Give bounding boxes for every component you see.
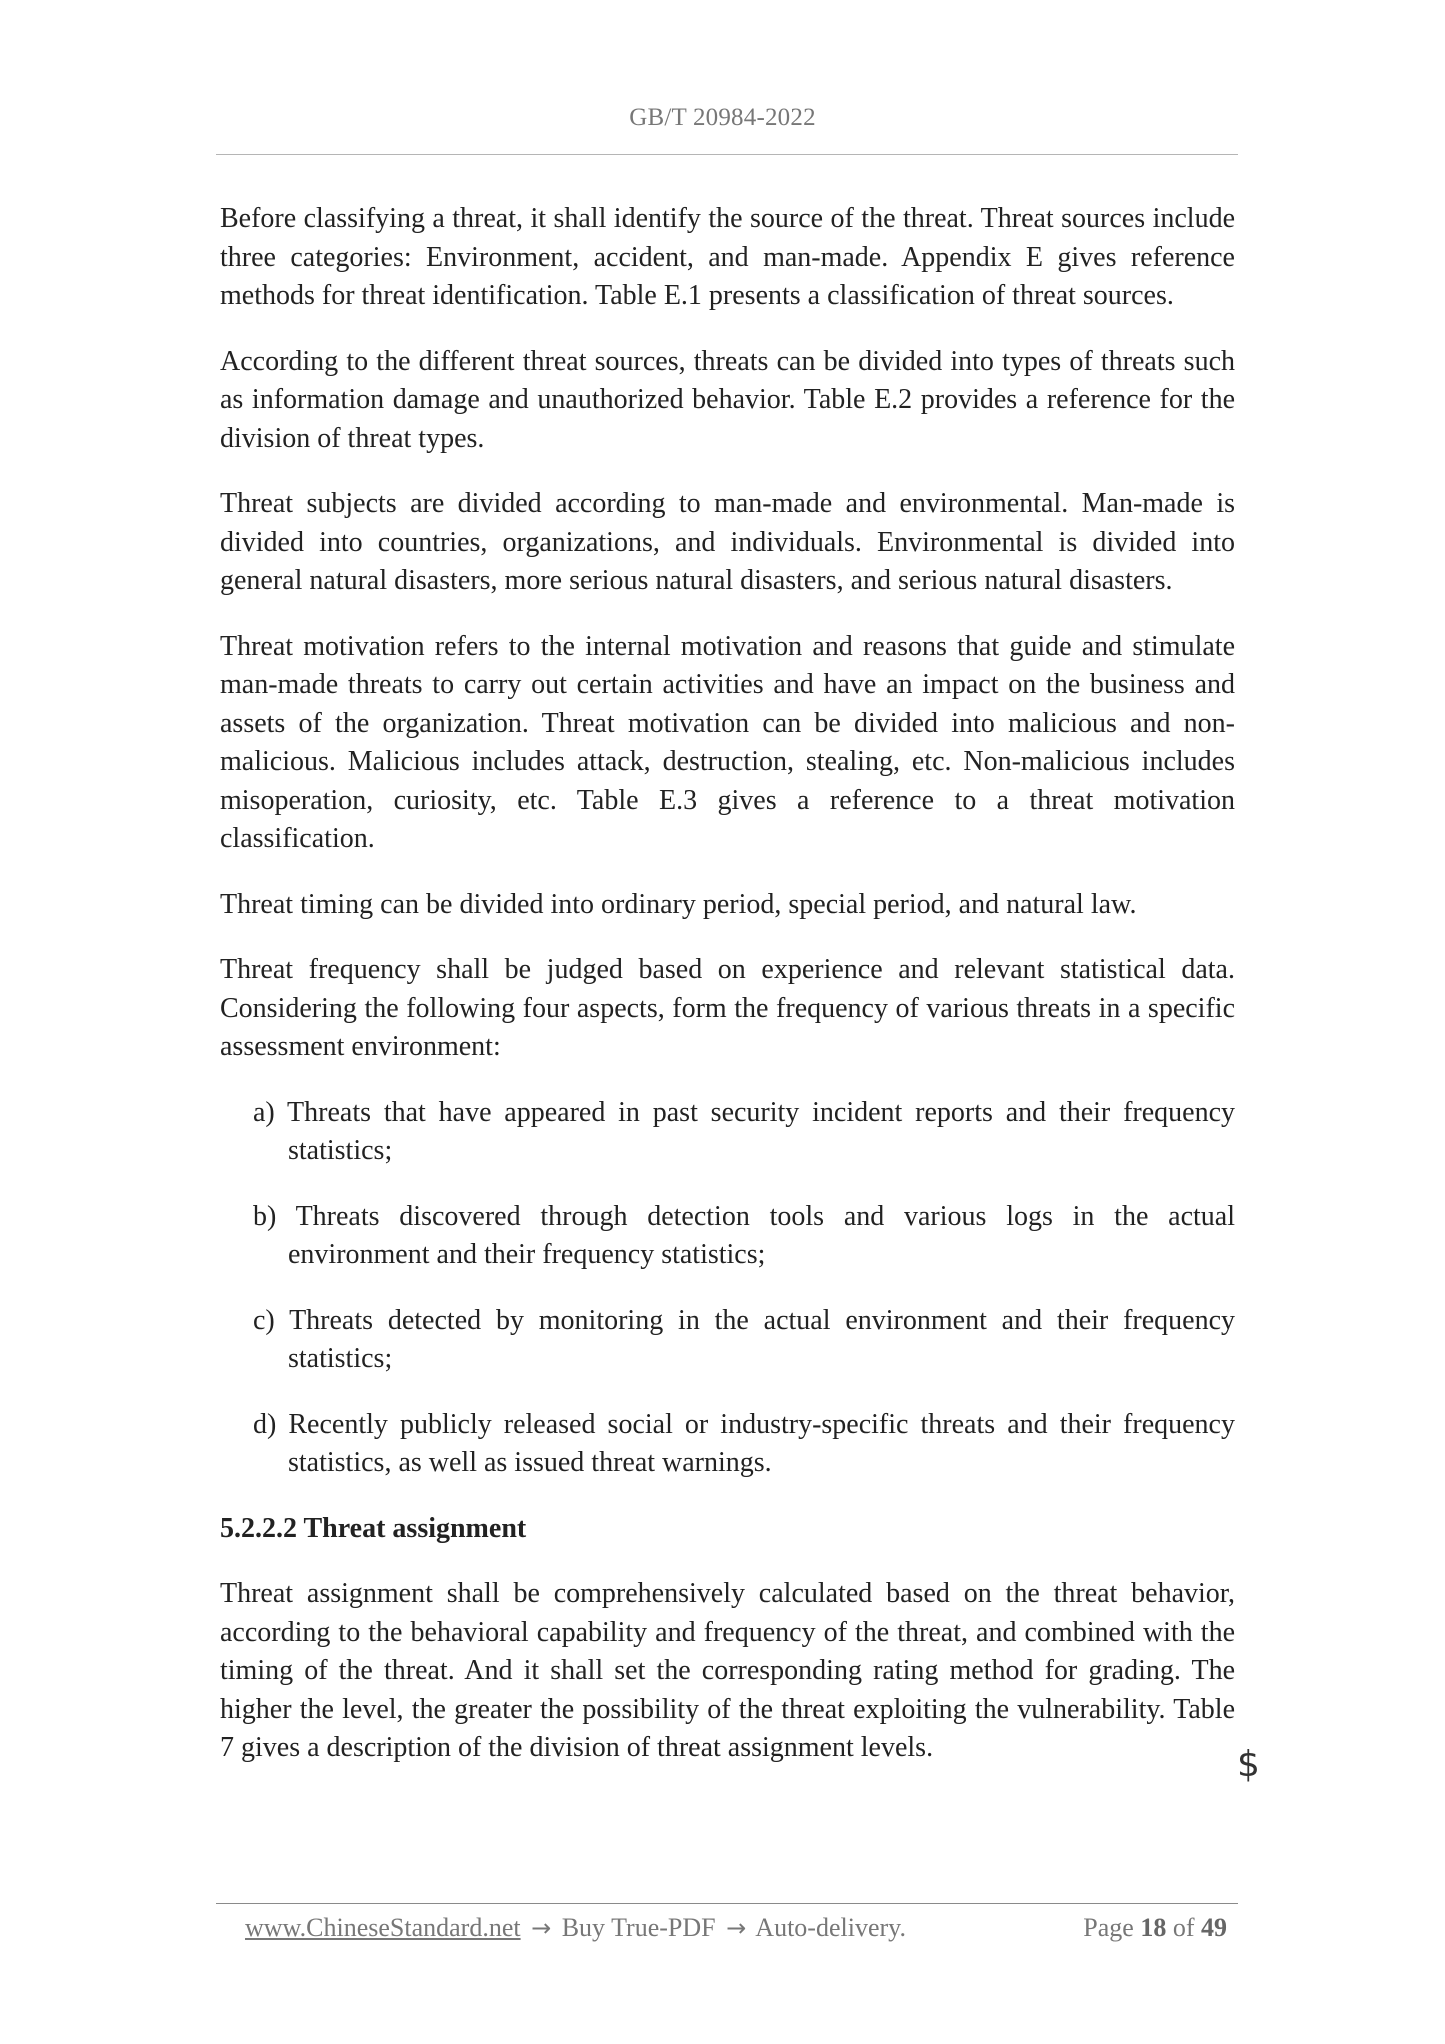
footer-links [245,1908,906,1948]
paragraph-threat-types: According to the different threat sources, threats can be divided into types of threats such as information damage and unauthorized behavior. Table E.2 provides a reference for the division of threat types. [220,345,1235,454]
arrow-right-icon: → [726,1914,747,1942]
list-item-a: a) Threats that have appeared in past security incident reports and their frequency statistics; [253,1096,1235,1166]
paragraph-threat-motivation: Threat motivation refers to the internal motivation and reasons that guide and stimulate man-made threats to carry out certain activities and have an impact on the business and assets of the organization. Threat motivation can be divided into malicious and non-malicious. Malicious includes attack, destruction, stealing, etc. Non-malicious includes misoperation, curiosity, etc. Table E.3 gives a reference to a threat motivation classification. [220,630,1235,854]
page-footer [245,1908,1235,1948]
footer-divider [216,1903,1238,1904]
paragraph-threat-sources: Before classifying a threat, it shall identify the source of the threat. Threat sources include three categories: Environment, accident, and man-made. Appendix E gives reference methods for threat identification. Table E.1 presents a classification of threat sources. [220,203,1235,311]
paragraph-threat-assignment: Threat assignment shall be comprehensively calculated based on the threat behavior, according to the behavioral capability and frequency of the threat, and combined with the timing of the threat. And it shall set the corresponding rating method for grading. The higher the level, the greater the possibility of the threat exploiting the vulnerability. Table 7 gives a description of the division of threat assignment levels. [220,1578,1235,1763]
page-indicator [1083,1908,1227,1948]
dollar-sign-icon[interactable]: $ [1237,1744,1260,1785]
header-divider [216,154,1238,155]
website-link[interactable]: www.ChineseStandard.net [245,1913,521,1942]
section-heading: 5.2.2.2 Threat assignment [220,1512,527,1544]
page-total: 49 [1201,1913,1227,1942]
page-number: 18 [1140,1913,1167,1942]
page-label: Page [1083,1913,1134,1942]
footer-step-buy: Buy True-PDF [561,1913,716,1942]
paragraph-threat-frequency: Threat frequency shall be judged based on experience and relevant statistical data. Considering the following four aspects, form the frequency of various threats in a specific assessment environment: [220,954,1235,1062]
list-item-b: b) Threats discovered through detection tools and various logs in the actual environment and their frequency statistics; [253,1200,1235,1270]
page-content [220,200,1235,1795]
list-item-c: c) Threats detected by monitoring in the actual environment and their frequency statistics; [253,1304,1235,1374]
footer-step-delivery: Auto-delivery. [755,1913,906,1942]
paragraph-threat-timing: Threat timing can be divided into ordinary period, special period, and natural law. [220,888,1137,920]
list-item-d: d) Recently publicly released social or industry-specific threats and their frequency statistics, as well as issued threat warnings. [253,1408,1235,1478]
paragraph-threat-subjects: Threat subjects are divided according to man-made and environmental. Man-made is divided into countries, organizations, and individuals. Environmental is divided into general natural disasters, more serious natural disasters, and serious natural disasters. [220,488,1235,596]
of-label: of [1172,1913,1195,1942]
arrow-right-icon: → [531,1914,552,1942]
page-header-title: GB/T 20984-2022 [629,104,816,131]
